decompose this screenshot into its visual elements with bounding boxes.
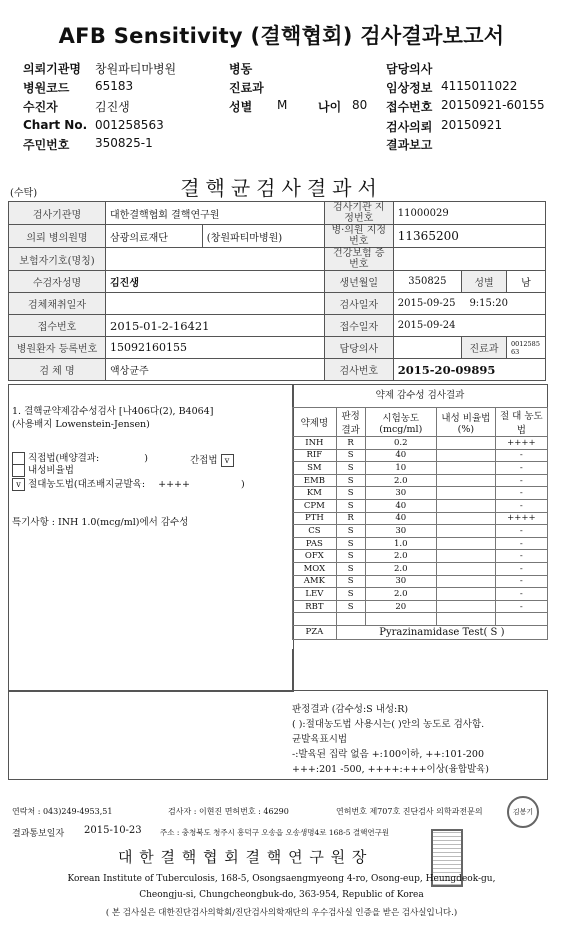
table-row [293,550,548,563]
absolute-cell: - [495,575,547,588]
table-row [293,588,548,601]
table-row [293,499,548,512]
label-ward: 병동 [229,62,253,76]
document-title: 결핵균검사결과서 [180,176,383,200]
result-cell: S [336,550,365,563]
label-hospital-code: 병원코드 [23,81,70,95]
method-line1: 1. 결핵균약제감수성검사 [나406다(2), B4064] [12,406,214,417]
req-code: 11365200 [393,225,545,248]
spec-value: 액상균주 [106,359,325,381]
concentration-cell: 20 [365,600,436,613]
label-result-report: 결과보고 [386,138,433,152]
label-patient: 수진자 [23,100,58,114]
concentration-cell: 2.0 [365,562,436,575]
concentration-cell: 40 [365,512,436,525]
result-cell: S [336,537,365,550]
table-row [293,525,548,538]
ratio-cell [437,562,496,575]
col-drug: 약제명 [293,408,337,437]
spec-label: 검 체 명 [9,359,106,381]
label-resident-no: 주민번호 [23,138,70,152]
drug-name-cell: PAS [293,537,337,550]
footer-examiner: 검사자 : 이현진 면허번호 : 46290 [168,807,289,816]
value-chart-no: 001258563 [95,118,164,132]
col-ratio: 내성 비율법(%) [437,408,496,437]
test-time: 9:15:20 [469,298,508,309]
table-row [293,462,548,475]
value-hospital-code: 65183 [95,79,134,93]
absolute-cell: - [495,449,547,462]
result-cell: R [336,437,365,450]
footer-notice: ( 본 검사실은 대한진단검사의학회/진단검사의학재단의 우수검사실 인증을 받은 검사실입니다.) [105,908,458,918]
recv-no-label: 접수번호 [9,315,106,337]
absolute-cell: - [495,499,547,512]
head-seal: 김봉기 [507,796,539,828]
method-box [8,384,294,692]
concentration-cell: 2.0 [365,588,436,601]
label-chart-no: Chart No. [23,118,88,132]
label-request-date: 검사의뢰 [386,120,433,134]
footer-address: 주소 : 충청북도 청주시 흥덕구 오송읍 오송생명4로 168-5 결핵연구원 [160,828,390,837]
value-requester: 창원파티마병원 [95,62,177,76]
result-cell: R [336,512,365,525]
results-header: 약제 감수성 검사결과 [292,384,548,408]
concentration-cell: 30 [365,525,436,538]
concentration-cell: 2.0 [365,550,436,563]
test-no-label: 검사번호 [324,359,393,381]
ratio-cell [437,537,496,550]
label-sex: 성별 [229,100,253,114]
results-body [293,437,548,613]
special-note: 특기사항 : INH 1.0(mcg/ml)에서 감수성 [12,517,189,528]
ratio-cell [437,600,496,613]
report-title: AFB Sensitivity (결핵협회) 검사결과보고서 [58,24,505,48]
col-conc: 시험농도 (mcg/ml) [365,408,436,437]
absolute-checkbox: v [12,478,25,491]
results-table [292,407,548,640]
ratio-cell [437,437,496,450]
collect-value [106,293,325,315]
absolute-cell: - [495,487,547,500]
health-value [393,248,545,271]
col-result: 판정 결과 [336,408,365,437]
drug-name-cell: AMK [293,575,337,588]
table-row [293,474,548,487]
footer-org-name: 대 한 결 핵 협 회 결 핵 연 구 원 장 [118,848,368,866]
req-label: 의뢰 병의원명 [9,225,106,248]
ratio-cell [437,449,496,462]
ratio-cell [437,525,496,538]
table-row [293,575,548,588]
label-requester: 의뢰기관명 [23,62,81,76]
concentration-cell: 30 [365,575,436,588]
concentration-cell: 2.0 [365,474,436,487]
footer-report-date-label: 결과통보일자 [12,829,65,839]
birth-label: 생년월일 [324,271,393,293]
label-clinical-info: 임상정보 [386,81,433,95]
legend: 판정결과 (감수성:S 내성:R) ( ):절대농도법 사용시는( )안의 농도로 검사함. 균발육표시법 -:발육된 집락 없음 +:100이하, ++:101-200 +++:201 -500, ++++:+++이상(융합발육) [292,704,490,775]
value-receipt-no: 20150921-60155 [441,98,545,112]
pza-value: Pyrazinamidase Test( S ) [336,625,547,639]
recv-no: 2015-01-2-16421 [106,315,325,337]
recv-date: 2015-09-24 [393,315,545,337]
dept-value: 001258563 [507,337,546,359]
footer-lab-head: 연허번호 제707호 진단검사 의학과전문의 [336,807,483,816]
absolute-cell: ++++ [495,512,547,525]
method-line2: (사용배지 Lowenstein-Jensen) [12,419,150,430]
result-cell: S [336,588,365,601]
direct-method: 직접법(배양결과: ) [12,450,148,465]
value-age: 80 [352,98,368,112]
resist-method: 내성비율법 [12,462,74,477]
sex-label: 성별 [462,271,507,293]
indirect-checkbox: v [221,454,234,467]
drug-name-cell: MOX [293,562,337,575]
ratio-cell [437,499,496,512]
insure-value [106,248,325,271]
drug-name-cell: INH [293,437,337,450]
concentration-cell: 40 [365,499,436,512]
result-cell: S [336,487,365,500]
absolute-cell: - [495,525,547,538]
absolute-cell: - [495,588,547,601]
ratio-cell [437,487,496,500]
copy-tag: (수탁) [10,188,38,199]
value-patient: 김진생 [95,100,130,114]
absolute-cell: - [495,550,547,563]
value-resident-no: 350825-1 [95,136,153,150]
table-row [293,512,548,525]
result-cell: S [336,525,365,538]
inst-value: 대한결핵협회 결핵연구원 [106,202,325,225]
drug-name-cell: KM [293,487,337,500]
table-row [293,449,548,462]
collect-label: 검체채취일자 [9,293,106,315]
drug-name-cell: LEV [293,588,337,601]
test-date-label: 검사일자 [324,293,393,315]
birth-value: 350825 [393,271,461,293]
req-value2: (창원파티마병원) [202,225,324,248]
absolute-cell: ++++ [495,437,547,450]
table-row [293,437,548,450]
footer-report-date: 2015-10-23 [84,825,142,836]
drug-name-cell: PTH [293,512,337,525]
ratio-cell [437,474,496,487]
concentration-cell: 0.2 [365,437,436,450]
drug-name-cell: EMB [293,474,337,487]
absolute-cell: - [495,474,547,487]
recv-date-label: 접수일자 [324,315,393,337]
result-cell: S [336,562,365,575]
result-cell: S [336,499,365,512]
results-blank [292,649,547,690]
reg-value: 15092160155 [106,337,325,359]
empty-row-cell [293,613,337,626]
drug-name-cell: CS [293,525,337,538]
absolute-cell: - [495,562,547,575]
table-row [293,487,548,500]
value-clinical-info: 4115011022 [441,79,518,93]
health-label: 건강보험 증번호 [324,248,393,271]
ratio-cell [437,550,496,563]
footer-english-1: Korean Institute of Tuberculosis, 168-5, Osongsaengmyeong 4-ro, Osong-eup, Heungdeok-gu, [67,874,496,884]
result-cell: S [336,474,365,487]
insure-label: 보험자기호(명칭) [9,248,106,271]
reg-label: 병원환자 등록번호 [9,337,106,359]
label-doctor: 담당의사 [386,62,433,76]
result-cell: S [336,600,365,613]
drug-name-cell: CPM [293,499,337,512]
inst-code: 11000029 [393,202,545,225]
drug-name-cell: RIF [293,449,337,462]
absolute-cell: - [495,537,547,550]
doctor-value [393,337,461,359]
absolute-cell: - [495,462,547,475]
result-cell: S [336,575,365,588]
footer-english-2: Cheongju-si, Chungcheongbuk-do, 363-954, Republic of Korea [139,890,424,900]
drug-name-cell: SM [293,462,337,475]
concentration-cell: 1.0 [365,537,436,550]
concentration-cell: 30 [365,487,436,500]
table-row [293,600,548,613]
test-date-cell [393,293,545,315]
doctor-label: 담당의사 [324,337,393,359]
concentration-cell: 40 [365,449,436,462]
ratio-cell [437,512,496,525]
info-table [8,201,546,381]
value-request-date: 20150921 [441,118,503,132]
absolute-cell: - [495,600,547,613]
result-cell: S [336,449,365,462]
ratio-cell [437,462,496,475]
label-receipt-no: 접수번호 [386,100,433,114]
test-no: 2015-20-09895 [393,359,545,381]
dept-label: 진료과 [462,337,507,359]
pza-label: PZA [293,625,337,639]
sex-value: 남 [507,271,546,293]
label-dept: 진료과 [229,81,264,95]
concentration-cell: 10 [365,462,436,475]
ratio-cell [437,588,496,601]
req-code-label: 병·의원 지정번호 [324,225,393,248]
result-cell: S [336,462,365,475]
col-absolute: 절 대 농도법 [495,408,547,437]
test-date: 2015-09-25 [397,298,456,309]
label-age: 나이 [318,100,342,114]
table-row [293,537,548,550]
name-label: 수검자성명 [9,271,106,293]
indirect-method: 간접법 v [190,452,234,467]
drug-name-cell: RBT [293,600,337,613]
absolute-method: v 절대농도법(대조배지균발육: ++++ ) [12,476,245,491]
ratio-cell [437,575,496,588]
table-row [293,562,548,575]
inst-code-label: 검사기관 지정번호 [324,202,393,225]
name-value: 김진생 [106,271,325,293]
value-sex: M [277,98,288,112]
drug-name-cell: OFX [293,550,337,563]
footer-contact: 연락처 : 043)249-4953,51 [12,807,113,816]
req-value: 삼광의료재단 [106,225,203,248]
inst-label: 검사기관명 [9,202,106,225]
